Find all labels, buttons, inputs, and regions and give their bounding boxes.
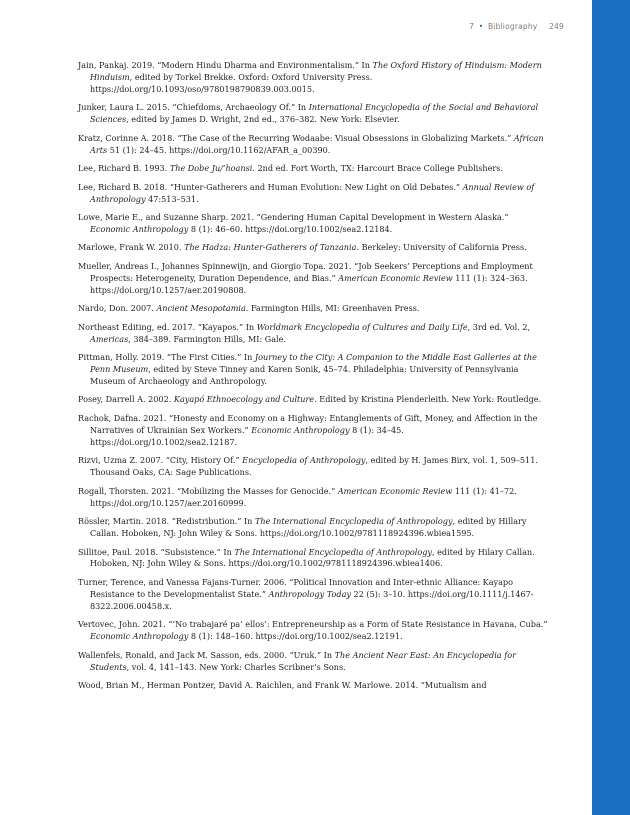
- bibliography-list: [78, 60, 548, 699]
- entry-title-italic: American Economic Review: [337, 485, 453, 496]
- entry-text: Lee, Richard B. 1993.: [78, 163, 170, 174]
- entry-text: Mueller, Andreas I., Johannes Spinnewijn, and Giorgio Topa. 2021. “Job Seekers’ Perceptions and Employment Prospects: Heterogeneity, Duration Dependence, and Bias.”: [78, 260, 533, 283]
- section-title: Bibliography: [487, 22, 538, 31]
- entry-text: Rachok, Dafna. 2021. “Honesty and Economy on a Highway: Entanglements of Gift, Money, and Affection in the Narratives of Ukrainian Sex Workers.”: [78, 412, 538, 435]
- entry-text: Posey, Darrell A. 2002.: [78, 394, 174, 405]
- entry-text: . Farmington Hills, MI: Greenhaven Press.: [245, 303, 420, 314]
- bibliography-entry: [78, 352, 548, 388]
- entry-text: 8 (1): 148–160. https://doi.org/10.1002/sea2.12191.: [188, 631, 403, 642]
- entry-text: Lowe, Marie E., and Suzanne Sharp. 2021. “Gendering Human Capital Development in Western Alaska.”: [78, 212, 509, 223]
- entry-title-italic: Economic Anthropology: [90, 631, 189, 642]
- entry-text: , edited by Steve Tinney and Karen Sonik, 45–74. Philadelphia: University of Pennsylvania Museum of Archaeology and Anthropology.: [90, 364, 519, 386]
- entry-text: 8 (1): 34–45. https://doi.org/10.1002/sea2.12187.: [90, 424, 404, 447]
- bibliography-entry: [78, 577, 548, 613]
- entry-title-italic: Americas: [90, 333, 129, 344]
- entry-text: Wood, Brian M., Herman Pontzer, David A. Raichlen, and Frank W. Marlowe. 2014. “Mutualism and: [78, 680, 487, 691]
- entry-text: Wallenfels, Ronald, and Jack M. Sasson, eds. 2000. “Uruk.” In: [78, 649, 335, 660]
- entry-text: 111 (1): 324–363. https://doi.org/10.1257/aer.20190808.: [90, 272, 528, 295]
- bibliography-entry: [78, 486, 548, 510]
- entry-title-italic: Ancient Mesopotamia: [156, 303, 246, 314]
- entry-title-italic: African Arts: [90, 132, 544, 155]
- entry-text: , edited by James D. Wright, 2nd ed., 376–382. New York: Elsevier.: [126, 114, 400, 125]
- entry-text: Rogall, Thorsten. 2021. “Mobilizing the Masses for Genocide.”: [78, 485, 338, 496]
- entry-text: , edited by Torkel Brekke. Oxford: Oxford University Press. https://doi.org/10.1093/oso/9780198790839.003.0015.: [90, 71, 373, 94]
- entry-text: , edited by Hilary Callan. Hoboken, NJ: John Wiley & Sons. https://doi.org/10.1002/9781118924396.wbiea1406.: [90, 546, 535, 569]
- entry-text: . Berkeley: University of California Press.: [356, 242, 527, 253]
- entry-text: 47:513–531.: [145, 193, 199, 204]
- entry-text: Northeast Editing, ed. 2017. “Kayapos.” In: [78, 321, 257, 332]
- entry-title-italic: The Ancient Near East: An Encyclopedia for Students: [90, 649, 516, 672]
- entry-title-italic: Encyclopedia of Anthropology: [242, 455, 366, 466]
- bibliography-entry: [78, 242, 548, 254]
- bibliography-entry: [78, 394, 548, 406]
- entry-text: , edited by Hillary Callan. Hoboken, NJ: John Wiley & Sons. https://doi.org/10.1002/9781118924396.wbiea1595.: [90, 516, 527, 538]
- bibliography-entry: [78, 212, 548, 236]
- bibliography-entry: [78, 60, 548, 96]
- bibliography-entry: [78, 516, 548, 540]
- chapter-color-band: [592, 0, 630, 815]
- entry-text: . 2nd ed. Fort Worth, TX: Harcourt Brace College Publishers.: [252, 163, 503, 174]
- bibliography-entry: [78, 133, 548, 157]
- entry-title-italic: The Dobe Ju/’hoansi: [169, 163, 253, 174]
- bibliography-entry: [78, 619, 548, 643]
- entry-text: 22 (5): 3–10. https://doi.org/10.1111/j.1467-8322.2006.00458.x.: [90, 588, 534, 611]
- entry-text: Lee, Richard B. 2018. “Hunter-Gatherers and Human Evolution: New Light on Old Debates.”: [78, 181, 463, 192]
- entry-text: Rizvi, Uzma Z. 2007. “City, History Of.”: [78, 455, 243, 466]
- bibliography-entry: [78, 102, 548, 126]
- entry-title-italic: International Encyclopedia of the Social and Behavioral Sciences: [90, 102, 539, 125]
- entry-title-italic: The International Encyclopedia of Anthropology: [234, 546, 432, 557]
- entry-text: 8 (1): 46–60. https://doi.org/10.1002/sea2.12184.: [188, 223, 393, 234]
- entry-text: Junker, Laura L. 2015. “Chiefdoms, Archaeology Of.” In: [78, 102, 309, 113]
- bibliography-entry: [78, 163, 548, 175]
- page-number: 249: [549, 22, 564, 31]
- entry-text: , 384–389. Farmington Hills, MI: Gale.: [128, 333, 286, 344]
- entry-title-italic: Annual Review of Anthropology: [90, 181, 535, 204]
- bibliography-entry: [78, 322, 548, 346]
- entry-text: Vertovec, John. 2021. “‘No trabajaré pa’ ellos’: Entrepreneurship as a Form of State Resistance in Havana, Cuba.”: [78, 619, 548, 630]
- entry-text: . Edited by Kristina Plenderleith. New York: Routledge.: [314, 394, 542, 405]
- entry-text: Marlowe, Frank W. 2010.: [78, 242, 185, 253]
- entry-text: Pittman, Holly. 2019. “The First Cities.” In: [78, 352, 255, 363]
- bibliography-entry: [78, 413, 548, 449]
- entry-text: Kratz, Corinne A. 2018. “The Case of the Recurring Wodaabe: Visual Obsessions in Globalizing Markets.”: [78, 132, 514, 143]
- entry-text: 51 (1): 24–45. https://doi.org/10.1162/AFAR_a_00390.: [107, 144, 331, 155]
- entry-title-italic: The Oxford History of Hinduism: Modern Hinduism: [90, 60, 542, 82]
- bibliography-entry: [78, 547, 548, 571]
- bibliography-entry: [78, 182, 548, 206]
- entry-title-italic: American Economic Review: [338, 272, 453, 283]
- running-header: [469, 22, 564, 31]
- entry-text: Jain, Pankaj. 2019. “Modern Hindu Dharma and Environmentalism.” In: [78, 60, 373, 70]
- entry-title-italic: Anthropology Today: [268, 588, 351, 599]
- entry-text: Rössler, Martin. 2018. “Redistribution.” In: [78, 516, 255, 527]
- entry-text: Turner, Terence, and Vanessa Fajans-Turner. 2006. “Political Innovation and Inter-ethnic Alliance: Kayapo Resistance to the Developmentalist State.”: [78, 576, 513, 599]
- entry-title-italic: Kayapó Ethnoecology and Culture: [173, 394, 315, 405]
- entry-text: , edited by H. James Birx, vol. 1, 509–511. Thousand Oaks, CA: Sage Publications.: [90, 455, 538, 478]
- entry-title-italic: The Hadza: Hunter-Gatherers of Tanzania: [184, 242, 357, 253]
- entry-title-italic: Economic Anthropology: [251, 424, 350, 435]
- entry-text: , vol. 4, 141–143. New York: Charles Scribner’s Sons.: [126, 661, 346, 672]
- entry-text: Sillitoe, Paul. 2018. “Subsistence.” In: [78, 546, 235, 557]
- entry-title-italic: Worldmark Encyclopedia of Cultures and Daily Life: [256, 321, 468, 332]
- entry-title-italic: The International Encyclopedia of Anthropology: [254, 516, 453, 527]
- bullet-separator-icon: •: [478, 22, 484, 31]
- bibliography-entry: [78, 650, 548, 674]
- bibliography-entry: [78, 303, 548, 315]
- entry-text: 111 (1): 41–72. https://doi.org/10.1257/aer.20160999.: [90, 485, 517, 508]
- chapter-number: 7: [469, 22, 475, 31]
- bibliography-entry: [78, 455, 548, 479]
- entry-title-italic: Journey to the City: A Companion to the Middle East Galleries at the Penn Museum: [90, 352, 537, 375]
- entry-text: , 3rd ed. Vol. 2,: [467, 321, 531, 332]
- bibliography-entry: [78, 680, 548, 692]
- entry-text: Nardo, Don. 2007.: [78, 303, 157, 314]
- bibliography-entry: [78, 261, 548, 297]
- entry-title-italic: Economic Anthropology: [90, 223, 189, 234]
